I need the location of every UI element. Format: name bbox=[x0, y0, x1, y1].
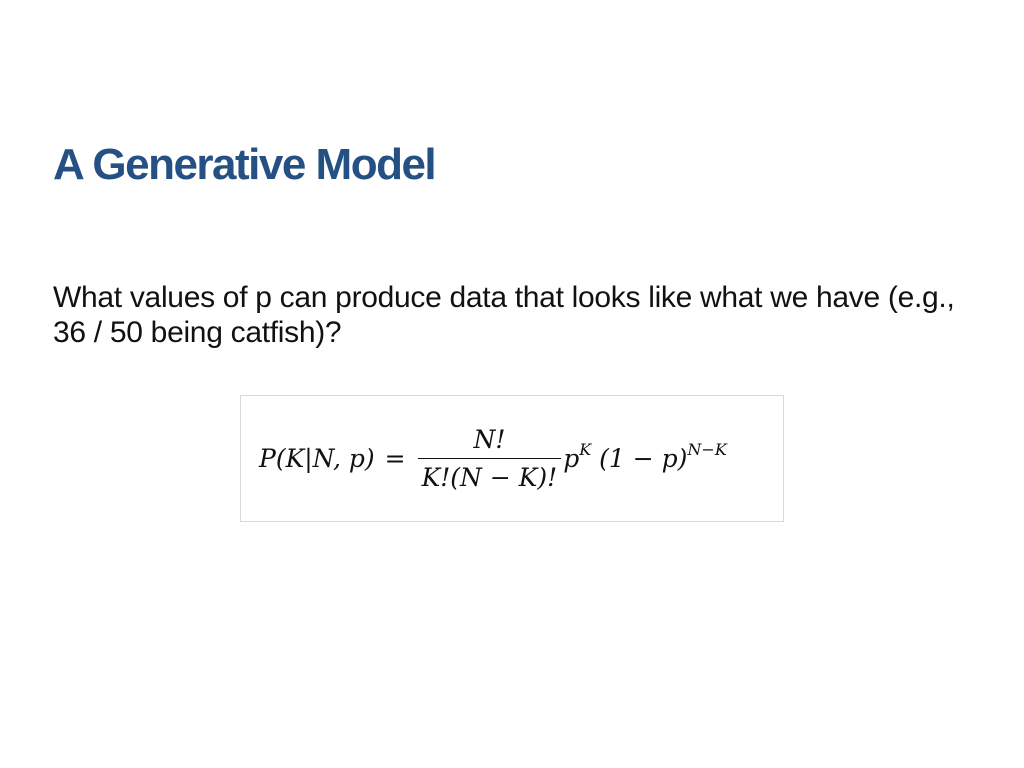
formula-lhs: P(K|N, p) bbox=[259, 444, 375, 473]
slide-body-text: What values of p can produce data that looks like what we have (e.g., 36 / 50 being catfish)? bbox=[53, 281, 955, 349]
formula-equals: = bbox=[384, 444, 406, 473]
formula-exp-q: N−K bbox=[687, 440, 727, 459]
formula-denominator: K!(N − K)! bbox=[421, 463, 558, 492]
formula-numerator: N! bbox=[473, 425, 506, 454]
formula-tail bbox=[563, 440, 727, 473]
formula-base-p: p bbox=[563, 444, 580, 473]
formula-base-q: (1 − p) bbox=[599, 444, 688, 473]
formula-image bbox=[240, 395, 784, 522]
binomial-formula bbox=[259, 396, 727, 521]
slide-title: A Generative Model bbox=[53, 140, 436, 189]
formula-exp-p: K bbox=[579, 440, 592, 459]
formula-fraction bbox=[418, 425, 562, 492]
